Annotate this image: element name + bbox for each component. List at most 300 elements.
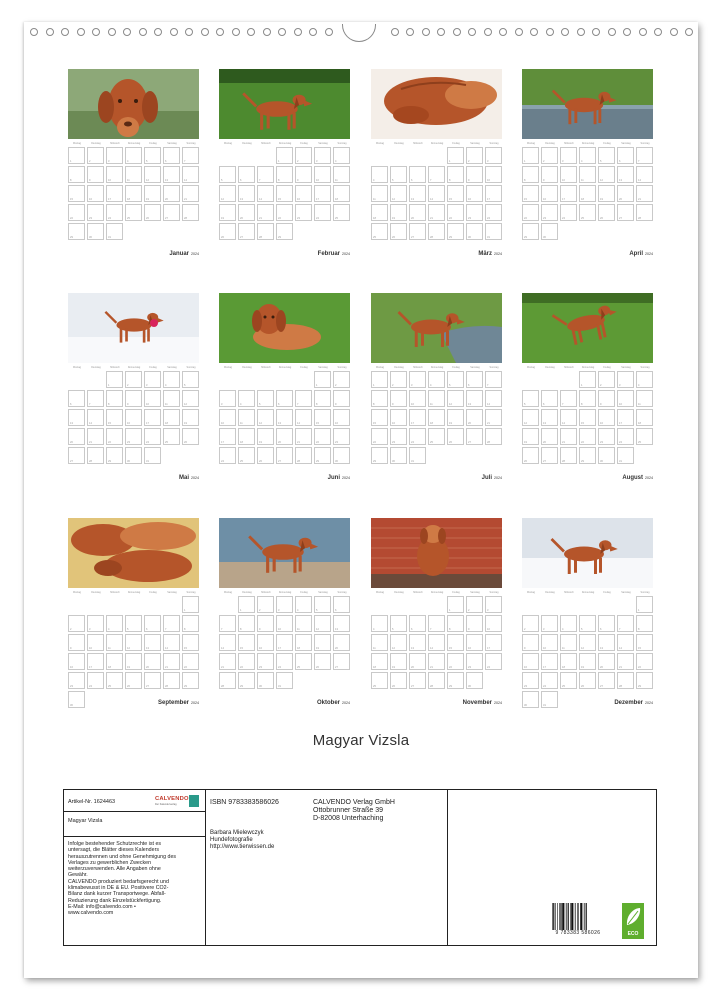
day-number: 29 [278,236,281,239]
weekday-label: Dienstag [242,366,252,369]
day-number: 8 [449,179,451,182]
day-cell [428,653,445,670]
month-name: März [478,251,492,257]
weekday-label: Mittwoch [110,366,120,369]
divider [64,836,206,837]
weekday-label: Samstag [167,591,177,594]
binding-ring [685,28,693,36]
weekday-label: Dienstag [91,591,101,594]
day-cell [371,223,388,240]
day-cell [106,653,123,670]
day-cell [447,634,464,651]
day-number: 3 [89,628,91,631]
binding-ring [530,28,538,36]
day-cell [598,371,615,388]
day-cell [144,204,161,221]
article-number: Artikel-Nr. 1624463 [68,799,116,805]
day-number: 17 [89,666,92,669]
weekday-label: Freitag [452,591,460,594]
day-number: 13 [543,422,546,425]
month-block [371,293,502,483]
day-cell [257,615,274,632]
day-cell [636,185,653,202]
day-number: 4 [373,179,375,182]
day-number: 19 [392,666,395,669]
weekday-label: Montag [73,366,81,369]
day-cell [238,672,255,689]
day-cell [466,653,483,670]
weekday-header [68,591,199,595]
month-block [68,69,199,259]
day-number: 19 [316,647,319,650]
day-number: 13 [411,198,414,201]
day-number: 29 [316,460,319,463]
day-cell [466,185,483,202]
day-cell [541,223,558,240]
binding-ring [437,28,445,36]
weekday-label: Sonntag [489,591,499,594]
weekday-label: Mittwoch [564,142,574,145]
weekday-label: Dienstag [91,366,101,369]
day-number: 3 [278,609,280,612]
day-number: 25 [562,685,565,688]
day-number: 26 [392,685,395,688]
day-number: 20 [468,422,471,425]
day-number: 5 [127,628,129,631]
month-year: 2024 [342,701,350,705]
day-number: 12 [392,647,395,650]
day-number: 28 [259,236,262,239]
day-cell [636,615,653,632]
day-cell [560,147,577,164]
day-number: 6 [165,160,167,163]
weekday-label: Samstag [470,366,480,369]
month-year: 2024 [191,701,199,705]
day-number: 1 [108,384,110,387]
day-grid [371,596,502,690]
day-number: 7 [184,160,186,163]
day-cell [598,409,615,426]
day-number: 13 [240,198,243,201]
day-cell [579,672,596,689]
day-cell [409,185,426,202]
day-cell [466,166,483,183]
day-cell [238,409,255,426]
day-cell [68,390,85,407]
month-photo [68,69,199,139]
day-number: 30 [89,236,92,239]
day-number: 15 [70,198,73,201]
day-number: 4 [165,384,167,387]
day-number: 27 [600,685,603,688]
day-number: 26 [600,217,603,220]
day-cell [485,185,502,202]
day-number: 1 [449,609,451,612]
day-number: 30 [392,460,395,463]
day-cell [238,428,255,445]
weekday-label: Freitag [300,142,308,145]
day-cell [428,166,445,183]
day-cell [68,672,85,689]
day-cell [295,596,312,613]
weekday-label: Donnerstag [127,142,141,145]
day-number: 3 [562,160,564,163]
month-year: 2024 [494,701,502,705]
day-cell [390,204,407,221]
day-cell [257,223,274,240]
day-number: 24 [316,217,319,220]
day-cell [219,185,236,202]
day-cell [409,634,426,651]
day-cell [333,447,350,464]
weekday-label: Sonntag [489,366,499,369]
day-number: 15 [449,198,452,201]
day-number: 20 [543,441,546,444]
weekday-label: Sonntag [186,591,196,594]
weekday-label: Montag [73,142,81,145]
day-number: 12 [600,179,603,182]
month-name: Juni [327,475,340,481]
day-number: 17 [562,198,565,201]
day-number: 19 [581,666,584,669]
day-number: 10 [108,179,111,182]
day-cell [522,185,539,202]
month-photo [219,518,350,588]
day-grid [68,147,199,241]
day-number: 20 [278,441,281,444]
day-number: 19 [127,666,130,669]
day-cell [390,409,407,426]
day-cell [295,185,312,202]
day-cell [636,596,653,613]
day-cell [447,409,464,426]
day-cell [636,204,653,221]
day-number: 13 [468,403,471,406]
day-number: 1 [240,609,242,612]
day-number: 26 [184,441,187,444]
day-grid [219,596,350,690]
info-column-right [448,790,656,945]
weekday-label: Donnerstag [278,142,292,145]
day-number: 4 [240,403,242,406]
day-number: 30 [600,460,603,463]
day-cell [295,204,312,221]
day-cell [560,185,577,202]
day-number: 8 [449,628,451,631]
day-number: 9 [543,179,545,182]
day-number: 24 [89,685,92,688]
day-number: 7 [430,179,432,182]
day-cell [466,596,483,613]
day-number: 6 [278,403,280,406]
day-cell [522,428,539,445]
day-cell [276,447,293,464]
day-cell [68,147,85,164]
binding-ring [278,28,286,36]
day-number: 22 [70,217,73,220]
day-number: 12 [184,403,187,406]
day-number: 22 [581,441,584,444]
day-number: 11 [108,647,111,650]
weekday-label: Donnerstag [278,591,292,594]
day-cell [276,390,293,407]
day-number: 7 [165,628,167,631]
day-number: 10 [411,403,414,406]
weekday-label: Dienstag [394,366,404,369]
binding-ring [422,28,430,36]
day-number: 16 [524,666,527,669]
day-number: 14 [184,179,187,182]
day-cell [125,653,142,670]
day-cell [579,653,596,670]
day-cell [295,653,312,670]
day-cell [579,204,596,221]
month-label [158,700,199,706]
day-number: 6 [411,179,413,182]
day-cell [276,428,293,445]
day-cell [617,166,634,183]
day-grid [371,371,502,465]
day-cell [238,653,255,670]
day-number: 14 [430,647,433,650]
day-number: 7 [487,384,489,387]
day-cell [125,390,142,407]
day-number: 4 [562,628,564,631]
weekday-label: Freitag [452,142,460,145]
day-cell [87,428,104,445]
day-number: 17 [619,422,622,425]
month-name: Januar [169,251,189,257]
day-cell [541,691,558,708]
day-cell [295,428,312,445]
weekday-label: Mittwoch [564,366,574,369]
day-grid [522,147,653,241]
month-name: Februar [317,251,340,257]
day-cell [522,409,539,426]
day-cell [276,409,293,426]
day-number: 1 [316,384,318,387]
weekday-label: Freitag [149,591,157,594]
day-cell [466,371,483,388]
day-cell [390,615,407,632]
day-number: 1 [524,160,526,163]
day-cell [428,371,445,388]
day-number: 6 [240,179,242,182]
day-grid [219,147,350,241]
day-cell [560,390,577,407]
weekday-label: Samstag [318,366,328,369]
day-number: 9 [335,403,337,406]
day-number: 11 [581,179,584,182]
day-number: 10 [316,179,319,182]
day-cell [163,147,180,164]
day-cell [219,428,236,445]
weekday-label: Freitag [149,366,157,369]
weekday-label: Sonntag [337,591,347,594]
day-cell [636,390,653,407]
day-number: 18 [240,441,243,444]
day-number: 28 [430,685,433,688]
day-cell [295,634,312,651]
day-cell [144,653,161,670]
day-number: 15 [638,647,641,650]
day-number: 27 [335,666,338,669]
day-cell [447,428,464,445]
weekday-header [219,591,350,595]
month-name: September [157,700,189,706]
weekday-label: Sonntag [186,142,196,145]
day-cell [541,447,558,464]
day-number: 14 [259,198,262,201]
weekday-label: Samstag [621,591,631,594]
day-number: 4 [127,160,129,163]
day-number: 24 [487,217,490,220]
day-cell [522,447,539,464]
day-number: 22 [638,666,641,669]
day-number: 31 [487,236,490,239]
weekday-label: Samstag [167,142,177,145]
day-number: 30 [543,236,546,239]
day-cell [314,204,331,221]
day-number: 27 [70,460,73,463]
day-cell [163,653,180,670]
day-cell [182,147,199,164]
weekday-label: Mittwoch [110,142,120,145]
month-photo [371,69,502,139]
month-label [179,475,199,481]
weekday-label: Samstag [318,142,328,145]
day-cell [276,634,293,651]
day-number: 8 [373,403,375,406]
day-cell [541,185,558,202]
weekday-label: Samstag [318,591,328,594]
day-number: 20 [619,198,622,201]
month-label [328,475,350,481]
day-cell [238,596,255,613]
day-cell [617,147,634,164]
day-cell [144,447,161,464]
day-cell [125,672,142,689]
day-cell [617,653,634,670]
day-cell [447,371,464,388]
day-cell [409,653,426,670]
day-cell [579,185,596,202]
day-number: 11 [638,403,641,406]
binding-ring [499,28,507,36]
month-photo [522,518,653,588]
day-number: 2 [297,160,299,163]
day-cell [163,428,180,445]
day-number: 4 [638,384,640,387]
day-number: 14 [638,179,641,182]
day-cell [409,204,426,221]
day-number: 31 [108,236,111,239]
binding-ring [139,28,147,36]
weekday-label: Dienstag [545,366,555,369]
day-cell [125,409,142,426]
day-cell [617,428,634,445]
day-cell [636,672,653,689]
day-cell [106,428,123,445]
day-cell [522,223,539,240]
binding-ring [170,28,178,36]
day-cell [182,409,199,426]
day-number: 21 [184,198,187,201]
day-number: 31 [543,704,546,707]
day-number: 19 [259,441,262,444]
day-cell [485,634,502,651]
binding-ring [30,28,38,36]
day-cell [541,390,558,407]
day-cell [257,166,274,183]
day-number: 11 [562,647,565,650]
day-number: 10 [487,179,490,182]
weekday-label: Freitag [149,142,157,145]
day-number: 8 [70,179,72,182]
day-number: 27 [240,236,243,239]
day-cell [125,447,142,464]
day-cell [182,653,199,670]
weekday-label: Donnerstag [430,591,444,594]
binding-ring [623,28,631,36]
day-number: 5 [392,179,394,182]
day-number: 8 [108,403,110,406]
binding-ring [484,28,492,36]
day-number: 29 [581,460,584,463]
weekday-header [371,366,502,370]
day-number: 21 [297,441,300,444]
day-number: 23 [297,217,300,220]
info-column-middle [206,790,448,945]
day-cell [371,185,388,202]
day-cell [144,428,161,445]
day-cell [238,204,255,221]
day-number: 25 [108,685,111,688]
day-cell [257,447,274,464]
day-number: 5 [449,384,451,387]
day-number: 12 [316,628,319,631]
day-cell [314,409,331,426]
day-number: 11 [240,422,243,425]
day-number: 5 [581,628,583,631]
weekday-label: Montag [376,591,384,594]
day-number: 10 [619,403,622,406]
month-year: 2024 [645,252,653,256]
day-number: 21 [562,441,565,444]
month-block [219,518,350,708]
day-number: 3 [108,160,110,163]
day-number: 5 [524,403,526,406]
day-number: 17 [146,422,149,425]
day-cell [163,615,180,632]
day-number: 9 [392,403,394,406]
day-cell [485,653,502,670]
day-number: 12 [524,422,527,425]
month-name: April [629,251,643,257]
day-number: 30 [468,236,471,239]
day-cell [579,166,596,183]
day-cell [560,409,577,426]
month-name: Oktober [316,700,340,706]
day-number: 23 [600,441,603,444]
day-cell [219,653,236,670]
day-cell [314,147,331,164]
day-cell [598,204,615,221]
binding-ring [154,28,162,36]
day-number: 9 [468,628,470,631]
day-number: 16 [600,422,603,425]
day-number: 23 [392,441,395,444]
